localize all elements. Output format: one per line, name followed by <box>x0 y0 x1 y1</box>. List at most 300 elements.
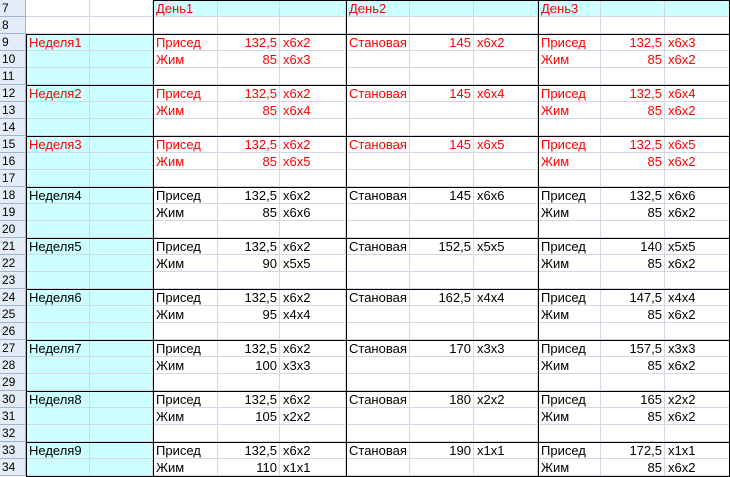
row-header[interactable]: 25 <box>0 306 26 323</box>
day3-weight[interactable]: 172,5 <box>629 443 662 458</box>
day1-exercise[interactable]: Присед <box>156 137 201 152</box>
day1-weight[interactable]: 85 <box>262 154 277 169</box>
sheet-cell[interactable] <box>474 374 538 391</box>
sheet-cell[interactable] <box>410 102 474 119</box>
day3-weight[interactable]: 85 <box>647 256 662 271</box>
row-header[interactable]: 32 <box>0 425 26 442</box>
day1-exercise[interactable]: Жим <box>156 103 185 118</box>
day1-sets[interactable]: x6x2 <box>283 86 311 101</box>
day3-sets[interactable]: x5x5 <box>668 239 696 254</box>
day1-exercise[interactable]: Жим <box>156 358 185 373</box>
day2-weight[interactable]: 152,5 <box>438 239 471 254</box>
sheet-cell[interactable] <box>410 221 474 238</box>
sheet-cell[interactable] <box>410 51 474 68</box>
day2-sets[interactable]: x1x1 <box>477 443 505 458</box>
sheet-cell[interactable] <box>26 102 90 119</box>
day3-weight[interactable]: 85 <box>647 154 662 169</box>
sheet-cell[interactable] <box>90 170 153 187</box>
sheet-cell[interactable] <box>346 221 410 238</box>
day1-sets[interactable]: x6x6 <box>283 205 311 220</box>
sheet-cell[interactable] <box>90 306 153 323</box>
day2-sets[interactable]: x2x2 <box>477 392 505 407</box>
sheet-cell[interactable] <box>218 323 280 340</box>
sheet-cell[interactable] <box>474 272 538 289</box>
sheet-cell[interactable] <box>601 425 665 442</box>
sheet-cell[interactable] <box>346 374 410 391</box>
day2-header[interactable]: День2 <box>349 1 387 16</box>
day1-exercise[interactable]: Присед <box>156 341 201 356</box>
sheet-cell[interactable] <box>601 68 665 85</box>
sheet-cell[interactable] <box>280 425 346 442</box>
sheet-cell[interactable] <box>153 17 218 34</box>
day2-weight[interactable]: 162,5 <box>438 290 471 305</box>
day3-sets[interactable]: x6x2 <box>668 307 696 322</box>
day1-sets[interactable]: x6x2 <box>283 341 311 356</box>
sheet-cell[interactable] <box>346 255 410 272</box>
sheet-cell[interactable] <box>474 357 538 374</box>
sheet-cell[interactable] <box>26 68 90 85</box>
day3-sets[interactable]: x6x2 <box>668 409 696 424</box>
day1-weight[interactable]: 85 <box>262 103 277 118</box>
day3-exercise[interactable]: Присед <box>541 239 586 254</box>
day2-exercise[interactable]: Становая <box>349 341 407 356</box>
sheet-cell[interactable] <box>601 221 665 238</box>
sheet-cell[interactable] <box>346 102 410 119</box>
row-header[interactable]: 29 <box>0 374 26 391</box>
row-header[interactable]: 20 <box>0 221 26 238</box>
day3-sets[interactable]: x6x2 <box>668 205 696 220</box>
sheet-cell[interactable] <box>665 170 730 187</box>
sheet-cell[interactable] <box>218 425 280 442</box>
day3-exercise[interactable]: Жим <box>541 409 570 424</box>
sheet-cell[interactable] <box>410 68 474 85</box>
sheet-cell[interactable] <box>538 425 601 442</box>
row-header[interactable]: 24 <box>0 289 26 306</box>
day3-exercise[interactable]: Присед <box>541 341 586 356</box>
day1-sets[interactable]: x6x4 <box>283 103 311 118</box>
sheet-cell[interactable] <box>90 357 153 374</box>
day3-weight[interactable]: 132,5 <box>629 35 662 50</box>
day3-weight[interactable]: 157,5 <box>629 341 662 356</box>
week-label[interactable]: Неделя1 <box>29 35 82 50</box>
day1-sets[interactable]: x1x1 <box>283 460 311 475</box>
sheet-cell[interactable] <box>538 374 601 391</box>
week-label[interactable]: Неделя6 <box>29 290 82 305</box>
sheet-cell[interactable] <box>26 0 90 17</box>
sheet-cell[interactable] <box>346 357 410 374</box>
day3-exercise[interactable]: Жим <box>541 205 570 220</box>
row-header[interactable]: 9 <box>0 34 26 51</box>
day1-sets[interactable]: x6x2 <box>283 443 311 458</box>
day3-sets[interactable]: x6x2 <box>668 460 696 475</box>
day1-weight[interactable]: 132,5 <box>244 35 277 50</box>
row-header[interactable]: 26 <box>0 323 26 340</box>
sheet-cell[interactable] <box>410 204 474 221</box>
day2-sets[interactable]: x3x3 <box>477 341 505 356</box>
sheet-cell[interactable] <box>346 408 410 425</box>
sheet-cell[interactable] <box>153 425 218 442</box>
day3-sets[interactable]: x3x3 <box>668 341 696 356</box>
day1-exercise[interactable]: Присед <box>156 188 201 203</box>
day1-exercise[interactable]: Присед <box>156 239 201 254</box>
week-label[interactable]: Неделя4 <box>29 188 82 203</box>
row-header[interactable]: 23 <box>0 272 26 289</box>
sheet-cell[interactable] <box>90 459 153 476</box>
sheet-cell[interactable] <box>90 323 153 340</box>
day2-weight[interactable]: 145 <box>449 137 471 152</box>
sheet-cell[interactable] <box>410 374 474 391</box>
sheet-cell[interactable] <box>665 374 730 391</box>
day1-weight[interactable]: 132,5 <box>244 188 277 203</box>
sheet-cell[interactable] <box>90 51 153 68</box>
day2-exercise[interactable]: Становая <box>349 188 407 203</box>
sheet-cell[interactable] <box>474 51 538 68</box>
day2-sets[interactable]: x6x2 <box>477 35 505 50</box>
sheet-cell[interactable] <box>410 255 474 272</box>
sheet-cell[interactable] <box>410 272 474 289</box>
row-header[interactable]: 10 <box>0 51 26 68</box>
day1-weight[interactable]: 90 <box>262 256 277 271</box>
sheet-cell[interactable] <box>26 119 90 136</box>
sheet-cell[interactable] <box>474 408 538 425</box>
sheet-cell[interactable] <box>474 306 538 323</box>
sheet-cell[interactable] <box>474 459 538 476</box>
day2-weight[interactable]: 180 <box>449 392 471 407</box>
day3-sets[interactable]: x4x4 <box>668 290 696 305</box>
day2-weight[interactable]: 170 <box>449 341 471 356</box>
sheet-cell[interactable] <box>538 68 601 85</box>
row-header[interactable]: 15 <box>0 136 26 153</box>
day3-exercise[interactable]: Жим <box>541 154 570 169</box>
day1-weight[interactable]: 100 <box>255 358 277 373</box>
sheet-cell[interactable] <box>218 17 280 34</box>
day2-exercise[interactable]: Становая <box>349 392 407 407</box>
sheet-cell[interactable] <box>90 153 153 170</box>
sheet-cell[interactable] <box>538 323 601 340</box>
sheet-cell[interactable] <box>153 323 218 340</box>
sheet-cell[interactable] <box>26 374 90 391</box>
sheet-cell[interactable] <box>90 425 153 442</box>
day3-weight[interactable]: 165 <box>640 392 662 407</box>
day2-sets[interactable]: x4x4 <box>477 290 505 305</box>
sheet-cell[interactable] <box>90 374 153 391</box>
sheet-cell[interactable] <box>346 17 410 34</box>
sheet-cell[interactable] <box>601 17 665 34</box>
day3-exercise[interactable]: Присед <box>541 35 586 50</box>
row-header[interactable]: 13 <box>0 102 26 119</box>
sheet-cell[interactable] <box>26 357 90 374</box>
day3-weight[interactable]: 85 <box>647 358 662 373</box>
day3-exercise[interactable]: Присед <box>541 188 586 203</box>
sheet-cell[interactable] <box>218 272 280 289</box>
day1-weight[interactable]: 132,5 <box>244 392 277 407</box>
sheet-cell[interactable] <box>346 170 410 187</box>
sheet-cell[interactable] <box>665 119 730 136</box>
day3-weight[interactable]: 140 <box>640 239 662 254</box>
sheet-cell[interactable] <box>346 51 410 68</box>
sheet-cell[interactable] <box>474 119 538 136</box>
day3-weight[interactable]: 132,5 <box>629 137 662 152</box>
day1-weight[interactable]: 105 <box>255 409 277 424</box>
day3-exercise[interactable]: Жим <box>541 256 570 271</box>
day1-sets[interactable]: x4x4 <box>283 307 311 322</box>
day1-weight[interactable]: 132,5 <box>244 86 277 101</box>
sheet-cell[interactable] <box>153 170 218 187</box>
sheet-cell[interactable] <box>90 221 153 238</box>
sheet-cell[interactable] <box>90 408 153 425</box>
day3-sets[interactable]: x6x2 <box>668 52 696 67</box>
day2-exercise[interactable]: Становая <box>349 137 407 152</box>
day3-exercise[interactable]: Жим <box>541 103 570 118</box>
sheet-cell[interactable] <box>90 102 153 119</box>
sheet-cell[interactable] <box>26 272 90 289</box>
row-header[interactable]: 14 <box>0 119 26 136</box>
day3-weight[interactable]: 85 <box>647 460 662 475</box>
day2-exercise[interactable]: Становая <box>349 290 407 305</box>
day3-sets[interactable]: x6x3 <box>668 35 696 50</box>
row-header[interactable]: 21 <box>0 238 26 255</box>
sheet-cell[interactable] <box>280 221 346 238</box>
day2-sets[interactable]: x6x6 <box>477 188 505 203</box>
sheet-cell[interactable] <box>153 68 218 85</box>
sheet-cell[interactable] <box>665 17 730 34</box>
day3-weight[interactable]: 147,5 <box>629 290 662 305</box>
row-header[interactable]: 16 <box>0 153 26 170</box>
day1-exercise[interactable]: Присед <box>156 35 201 50</box>
sheet-cell[interactable] <box>474 153 538 170</box>
sheet-cell[interactable] <box>346 119 410 136</box>
sheet-cell[interactable] <box>346 306 410 323</box>
sheet-cell[interactable] <box>346 425 410 442</box>
sheet-cell[interactable] <box>410 408 474 425</box>
day1-exercise[interactable]: Жим <box>156 205 185 220</box>
sheet-cell[interactable] <box>90 255 153 272</box>
sheet-cell[interactable] <box>280 272 346 289</box>
day1-exercise[interactable]: Жим <box>156 256 185 271</box>
day2-exercise[interactable]: Становая <box>349 443 407 458</box>
sheet-cell[interactable] <box>474 425 538 442</box>
day3-sets[interactable]: x6x2 <box>668 256 696 271</box>
day1-sets[interactable]: x6x5 <box>283 154 311 169</box>
sheet-cell[interactable] <box>601 272 665 289</box>
sheet-cell[interactable] <box>346 153 410 170</box>
sheet-cell[interactable] <box>280 119 346 136</box>
day1-weight[interactable]: 132,5 <box>244 341 277 356</box>
day3-header[interactable]: День3 <box>541 1 579 16</box>
sheet-cell[interactable] <box>218 68 280 85</box>
day3-weight[interactable]: 85 <box>647 52 662 67</box>
day1-sets[interactable]: x6x2 <box>283 239 311 254</box>
day3-exercise[interactable]: Присед <box>541 137 586 152</box>
day3-exercise[interactable]: Жим <box>541 358 570 373</box>
sheet-cell[interactable] <box>665 272 730 289</box>
sheet-cell[interactable] <box>538 17 601 34</box>
sheet-cell[interactable] <box>601 170 665 187</box>
day2-exercise[interactable]: Становая <box>349 35 407 50</box>
sheet-cell[interactable] <box>346 323 410 340</box>
sheet-cell[interactable] <box>26 323 90 340</box>
sheet-cell[interactable] <box>26 17 90 34</box>
sheet-cell[interactable] <box>280 374 346 391</box>
sheet-cell[interactable] <box>346 68 410 85</box>
row-header[interactable]: 27 <box>0 340 26 357</box>
day1-weight[interactable]: 132,5 <box>244 443 277 458</box>
day1-sets[interactable]: x6x2 <box>283 392 311 407</box>
sheet-cell[interactable] <box>280 323 346 340</box>
sheet-cell[interactable] <box>538 272 601 289</box>
day1-sets[interactable]: x2x2 <box>283 409 311 424</box>
sheet-cell[interactable] <box>410 17 474 34</box>
row-header[interactable]: 17 <box>0 170 26 187</box>
week-label[interactable]: Неделя8 <box>29 392 82 407</box>
sheet-cell[interactable] <box>26 255 90 272</box>
day1-weight[interactable]: 132,5 <box>244 290 277 305</box>
day1-exercise[interactable]: Присед <box>156 443 201 458</box>
day1-exercise[interactable]: Присед <box>156 290 201 305</box>
sheet-cell[interactable] <box>280 170 346 187</box>
day3-sets[interactable]: x6x2 <box>668 103 696 118</box>
sheet-cell[interactable] <box>280 17 346 34</box>
day2-exercise[interactable]: Становая <box>349 239 407 254</box>
sheet-cell[interactable] <box>474 221 538 238</box>
day1-exercise[interactable]: Жим <box>156 307 185 322</box>
sheet-cell[interactable] <box>474 204 538 221</box>
row-header[interactable]: 31 <box>0 408 26 425</box>
day1-exercise[interactable]: Жим <box>156 154 185 169</box>
day3-sets[interactable]: x2x2 <box>668 392 696 407</box>
day1-weight[interactable]: 132,5 <box>244 137 277 152</box>
day1-exercise[interactable]: Присед <box>156 392 201 407</box>
sheet-cell[interactable] <box>90 68 153 85</box>
sheet-cell[interactable] <box>90 0 153 17</box>
day3-sets[interactable]: x6x5 <box>668 137 696 152</box>
sheet-cell[interactable] <box>26 306 90 323</box>
sheet-cell[interactable] <box>153 119 218 136</box>
day2-sets[interactable]: x6x4 <box>477 86 505 101</box>
sheet-cell[interactable] <box>153 374 218 391</box>
week-label[interactable]: Неделя9 <box>29 443 82 458</box>
sheet-cell[interactable] <box>410 170 474 187</box>
week-label[interactable]: Неделя5 <box>29 239 82 254</box>
sheet-cell[interactable] <box>218 374 280 391</box>
sheet-cell[interactable] <box>90 17 153 34</box>
sheet-cell[interactable] <box>26 221 90 238</box>
row-header[interactable]: 11 <box>0 68 26 85</box>
sheet-cell[interactable] <box>474 68 538 85</box>
sheet-cell[interactable] <box>474 17 538 34</box>
sheet-cell[interactable] <box>26 408 90 425</box>
day2-weight[interactable]: 145 <box>449 188 471 203</box>
day3-weight[interactable]: 132,5 <box>629 188 662 203</box>
day2-sets[interactable]: x5x5 <box>477 239 505 254</box>
day1-sets[interactable]: x6x2 <box>283 188 311 203</box>
sheet-cell[interactable] <box>90 272 153 289</box>
sheet-cell[interactable] <box>410 459 474 476</box>
day2-exercise[interactable]: Становая <box>349 86 407 101</box>
day1-exercise[interactable]: Жим <box>156 409 185 424</box>
week-label[interactable]: Неделя2 <box>29 86 82 101</box>
day1-sets[interactable]: x6x3 <box>283 52 311 67</box>
row-header[interactable]: 34 <box>0 459 26 476</box>
day1-weight[interactable]: 95 <box>262 307 277 322</box>
sheet-cell[interactable] <box>474 102 538 119</box>
sheet-cell[interactable] <box>346 272 410 289</box>
sheet-cell[interactable] <box>601 323 665 340</box>
sheet-cell[interactable] <box>26 459 90 476</box>
sheet-cell[interactable] <box>346 204 410 221</box>
day2-weight[interactable]: 145 <box>449 35 471 50</box>
sheet-cell[interactable] <box>474 323 538 340</box>
day3-exercise[interactable]: Жим <box>541 307 570 322</box>
day3-sets[interactable]: x6x6 <box>668 188 696 203</box>
day1-weight[interactable]: 110 <box>256 460 277 475</box>
day1-exercise[interactable]: Жим <box>156 460 185 475</box>
sheet-cell[interactable] <box>26 425 90 442</box>
row-header[interactable]: 7 <box>0 0 26 17</box>
row-header[interactable]: 12 <box>0 85 26 102</box>
row-header[interactable]: 28 <box>0 357 26 374</box>
day3-weight[interactable]: 132,5 <box>629 86 662 101</box>
sheet-cell[interactable] <box>665 425 730 442</box>
sheet-cell[interactable] <box>90 119 153 136</box>
sheet-cell[interactable] <box>538 221 601 238</box>
week-label[interactable]: Неделя3 <box>29 137 82 152</box>
sheet-cell[interactable] <box>538 119 601 136</box>
sheet-cell[interactable] <box>601 119 665 136</box>
sheet-cell[interactable] <box>538 170 601 187</box>
day3-exercise[interactable]: Присед <box>541 290 586 305</box>
sheet-cell[interactable] <box>665 323 730 340</box>
sheet-cell[interactable] <box>26 170 90 187</box>
sheet-cell[interactable] <box>153 221 218 238</box>
sheet-cell[interactable] <box>218 119 280 136</box>
day1-weight[interactable]: 132,5 <box>244 239 277 254</box>
sheet-cell[interactable] <box>665 221 730 238</box>
day1-sets[interactable]: x6x2 <box>283 290 311 305</box>
row-header[interactable]: 18 <box>0 187 26 204</box>
sheet-cell[interactable] <box>410 153 474 170</box>
day3-exercise[interactable]: Жим <box>541 52 570 67</box>
day1-header[interactable]: День1 <box>156 1 194 16</box>
sheet-cell[interactable] <box>153 272 218 289</box>
day3-sets[interactable]: x6x2 <box>668 154 696 169</box>
sheet-cell[interactable] <box>601 374 665 391</box>
sheet-cell[interactable] <box>410 306 474 323</box>
row-header[interactable]: 30 <box>0 391 26 408</box>
sheet-cell[interactable] <box>410 119 474 136</box>
day3-exercise[interactable]: Присед <box>541 443 586 458</box>
sheet-cell[interactable] <box>26 153 90 170</box>
day2-sets[interactable]: x6x5 <box>477 137 505 152</box>
row-header[interactable]: 33 <box>0 442 26 459</box>
day2-weight[interactable]: 190 <box>449 443 471 458</box>
sheet-cell[interactable] <box>280 68 346 85</box>
row-header[interactable]: 22 <box>0 255 26 272</box>
sheet-cell[interactable] <box>90 204 153 221</box>
sheet-cell[interactable] <box>26 204 90 221</box>
day3-sets[interactable]: x6x4 <box>668 86 696 101</box>
day1-weight[interactable]: 85 <box>262 52 277 67</box>
sheet-cell[interactable] <box>346 459 410 476</box>
row-header[interactable]: 8 <box>0 17 26 34</box>
sheet-cell[interactable] <box>410 357 474 374</box>
day3-weight[interactable]: 85 <box>647 205 662 220</box>
sheet-cell[interactable] <box>218 170 280 187</box>
day1-weight[interactable]: 85 <box>262 205 277 220</box>
sheet-cell[interactable] <box>474 255 538 272</box>
sheet-cell[interactable] <box>410 425 474 442</box>
day3-weight[interactable]: 85 <box>647 307 662 322</box>
